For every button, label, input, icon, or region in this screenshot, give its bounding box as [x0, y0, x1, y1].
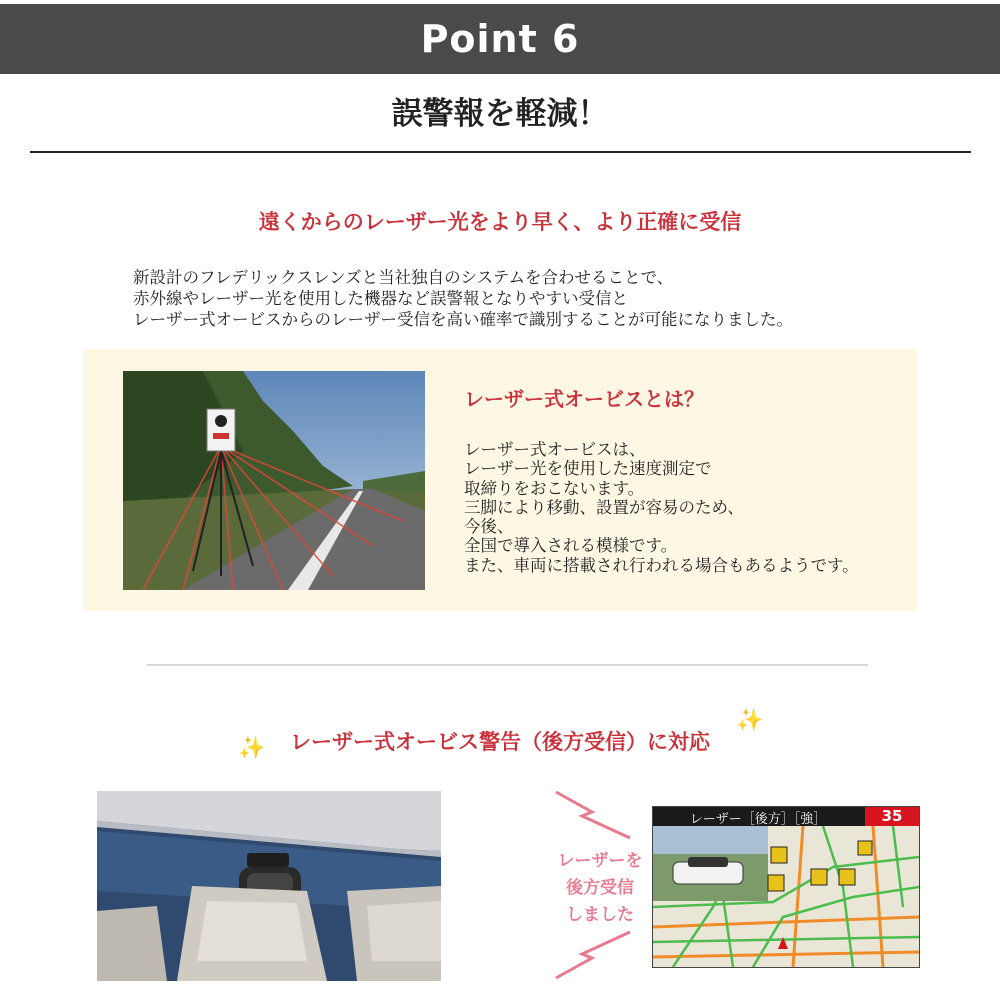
- section-divider: [147, 664, 868, 666]
- laser-orbis-photo: [123, 371, 425, 590]
- intro-line: レーザー式オービスからのレーザー受信を高い確率で識別することが可能になりました。: [133, 310, 793, 329]
- intro-line: 赤外線やレーザー光を使用した機器など誤警報となりやすい受信と: [133, 289, 628, 308]
- sparkle-icon: ✨: [736, 708, 764, 733]
- detector-screen: [652, 806, 920, 968]
- info-line: レーザー光を使用した速度測定で: [464, 459, 712, 479]
- pink-line: レーザーを: [557, 851, 643, 871]
- intro-text: [133, 267, 893, 330]
- info-box-body: [464, 440, 859, 575]
- info-box-title: レーザー式オービスとは？: [464, 387, 704, 411]
- section2-subtitle: レーザー式オービス警告（後方受信）に対応: [290, 730, 710, 754]
- lightning-bolt-icon: [552, 790, 632, 844]
- main-heading: 誤警報を軽減！: [391, 96, 609, 132]
- heading-divider: [30, 151, 971, 153]
- rear-received-message: [530, 848, 670, 929]
- info-line: レーザー式オービスは、: [464, 440, 646, 459]
- pink-line: しました: [566, 905, 634, 925]
- pink-line: 後方受信: [566, 878, 634, 898]
- info-line: 三脚により移動、設置が容易のため、: [464, 497, 744, 517]
- rear-window-photo: [97, 791, 441, 981]
- header-bar: [0, 4, 1000, 74]
- lightning-bolt-icon: [552, 930, 632, 984]
- info-line: また、車両に搭載され行われる場合もあるようです。: [464, 555, 859, 575]
- sparkle-icon: ✨: [238, 736, 266, 761]
- info-line: 全国で導入される模様です。: [464, 536, 678, 556]
- speed-readout: 35: [865, 807, 919, 826]
- info-line: 取締りをおこないます。: [464, 478, 645, 498]
- screen-header: [653, 807, 919, 826]
- alert-label: レーザー［後方］［強］: [689, 812, 827, 827]
- section1-subtitle: 遠くからのレーザー光をより早く、より正確に受信: [258, 210, 742, 234]
- info-line: 今後、: [464, 517, 514, 537]
- page-title: Point 6: [420, 17, 580, 61]
- intro-line: 新設計のフレデリックスレンズと当社独自のシステムを合わせることで、: [133, 268, 674, 287]
